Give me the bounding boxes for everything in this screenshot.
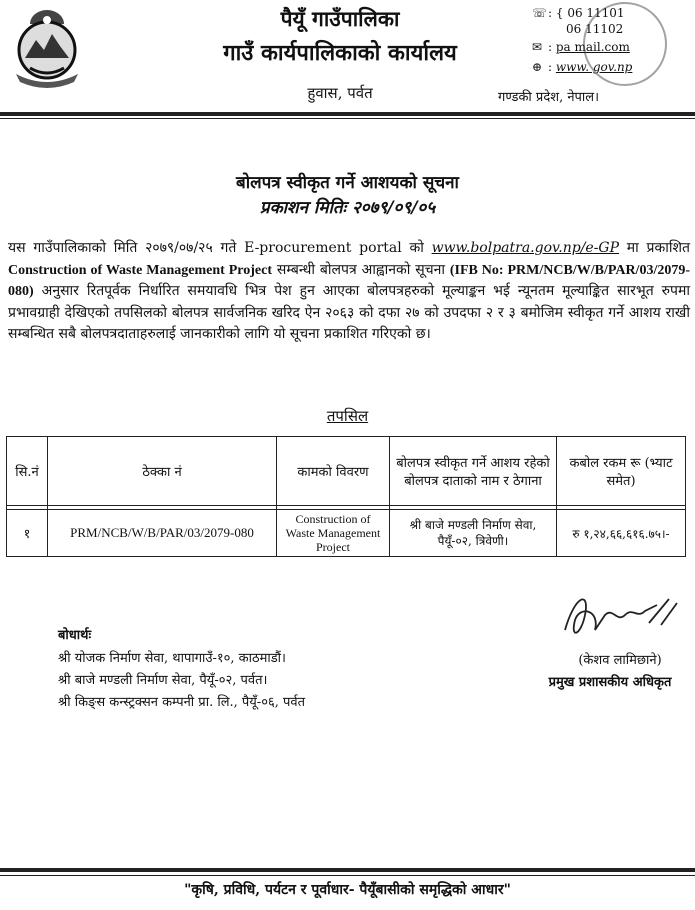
cc-item: श्री योजक निर्माण सेवा, थापागाउँ-१०, काठमाडौं। <box>58 651 286 666</box>
cell-description: Construction of Waste Management Project <box>277 510 390 557</box>
table-header-row <box>7 437 686 506</box>
col-sn: सि.नं <box>7 437 48 506</box>
publication-date: प्रकाशन मितिः २०७९/०९/०५ <box>259 198 436 218</box>
bid-details-table <box>6 436 686 557</box>
notice-body: यस गाउँपालिकाको मिति २०७९/०७/२५ गते E-procurement portal को www.bolpatra.gov.np/e-GP मा प्रकाशित Construction of Waste Management Project सम्बन्धी बोलपत्र आह्वानको सूचना (IFB No: PRM/NCB/W/B/PAR/03/2079-080) अनुसार रितपूर्वक निर्धारित समयावधि भित्र पेश हुन आएका बोलपत्रहरुको मूल्याङ्कन भई न्यूनतम मूल्याङ्कित सारभूत रुपमा प्रभावग्राही देखिएको तपसिलको बोलपत्र सार्वजनिक खरिद ऐन २०६३ को दफा २७ को उपदफा २ र ३ बमोजिम स्वीकृत गर्ने आशय राखी सम्बन्धित सबै बोलपत्रदाताहरुलाई जानकारीको लागि यो सूचना प्रकाशित गरिएको छ। <box>8 240 691 342</box>
col-amount: कबोल रकम रू (भ्याट समेत) <box>557 437 686 506</box>
phone-icon: ☏ <box>532 6 548 20</box>
col-bidder: बोलपत्र स्वीकृत गर्ने आशय रहेको बोलपत्र दाताको नाम र ठेगाना <box>390 437 557 506</box>
header-divider-thin <box>0 118 695 119</box>
notice-title: बोलपत्र स्वीकृत गर्ने आशयको सूचना <box>236 173 459 193</box>
cell-amount: रु १,२४,६६,६१६.७५।- <box>557 510 686 557</box>
phone-2: 06 11102 <box>566 22 624 36</box>
email-icon: ✉ <box>532 40 543 54</box>
table-heading: तपसिल <box>326 407 369 425</box>
website-line: ⊕ : www. gov.np <box>532 60 633 74</box>
cell-bidder: श्री बाजे मण्डली निर्माण सेवा, पैयूँ-०२, त्रिवेणी। <box>390 510 557 557</box>
office-seal-stamp <box>583 2 667 86</box>
signatory-designation: प्रमुख प्रशासकीय अधिकृत <box>548 675 672 690</box>
cell-contract-no: PRM/NCB/W/B/PAR/03/2079-080 <box>48 510 277 557</box>
phone-1: ☏: { 06 11101 <box>532 6 625 20</box>
office-address: हुवास, पर्वत <box>307 84 373 102</box>
nepal-emblem-logo <box>8 6 86 88</box>
cc-heading: बोधार्थः <box>58 628 92 643</box>
bolpatra-link[interactable]: www.bolpatra.gov.np/e-GP <box>431 240 620 256</box>
col-description: कामको विवरण <box>277 437 390 506</box>
municipality-name: पैयूँ गाउँपालिका <box>280 6 400 31</box>
globe-icon: ⊕ <box>532 60 543 74</box>
signatory-name: (केशव लामिछाने) <box>578 653 662 668</box>
cell-sn: १ <box>7 510 48 557</box>
province-name: गण्डकी प्रदेश, नेपाल। <box>498 90 600 105</box>
email-line: ✉ : pa mail.com <box>532 40 630 54</box>
cc-item: श्री बाजे मण्डली निर्माण सेवा, पैयूँ-०२, पर्वत। <box>58 673 268 688</box>
footer-divider <box>0 868 695 872</box>
cc-item: श्री किङ्स कन्स्ट्रक्सन कम्पनी प्रा. लि., पैयूँ-०६, पर्वत <box>58 695 306 710</box>
footer-slogan: "कृषि, प्रविधि, पर्यटन र पूर्वाधार- पैयूँबासीको समृद्धिको आधार" <box>184 882 511 898</box>
footer-divider-thin <box>0 875 695 876</box>
office-name: गाउँ कार्यपालिकाको कार्यालय <box>223 40 457 66</box>
signature-image <box>545 585 685 645</box>
col-contract-no: ठेक्का नं <box>48 437 277 506</box>
header-divider <box>0 112 695 116</box>
table-row <box>7 510 686 557</box>
